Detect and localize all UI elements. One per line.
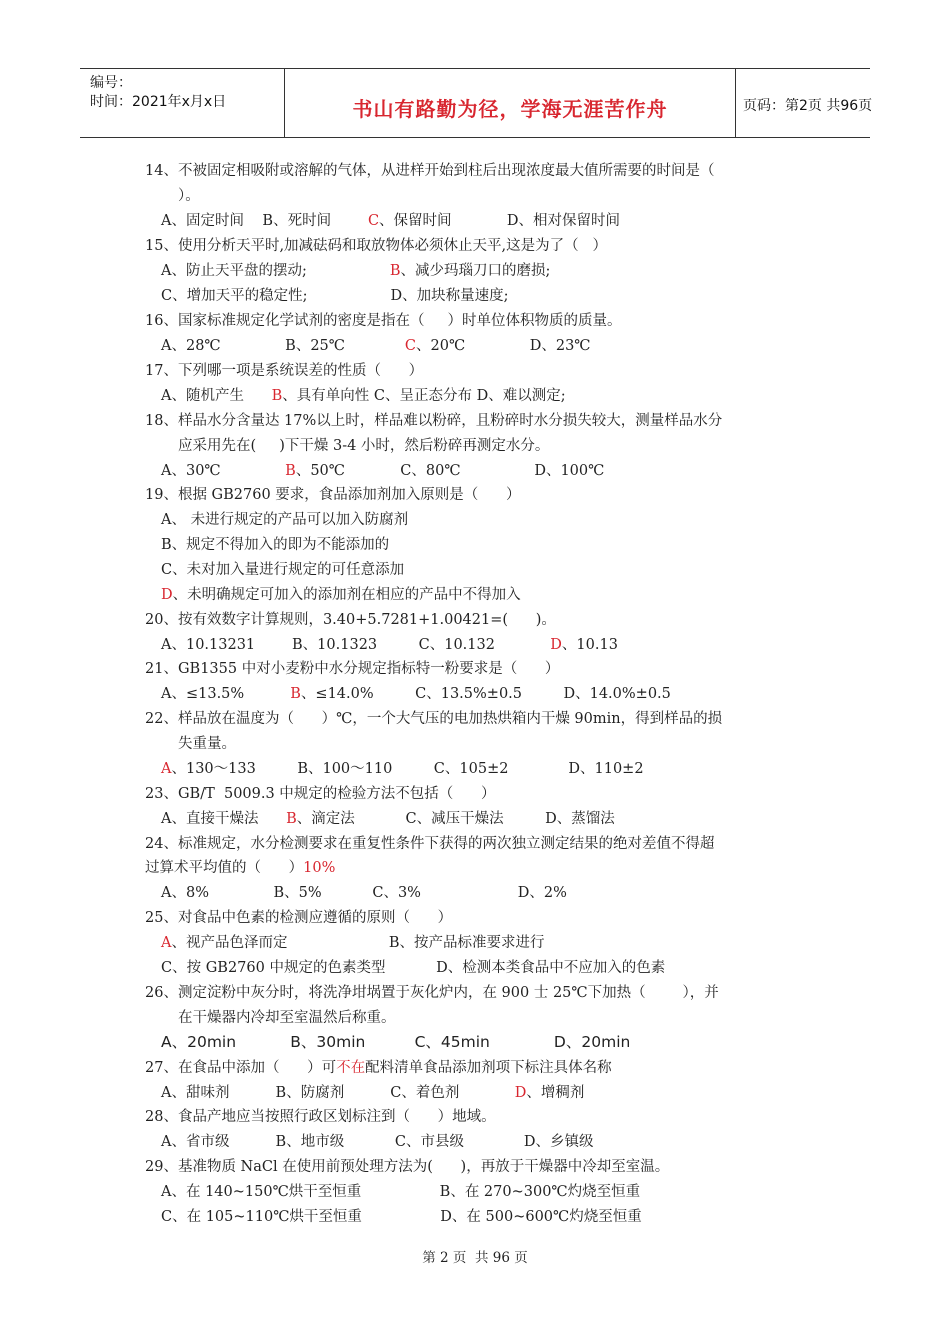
line-text: A、20min B、30min C、45min D、20min bbox=[161, 1033, 631, 1051]
answer-mark: D bbox=[514, 1085, 527, 1101]
option-line bbox=[161, 759, 644, 779]
line-text: A、随机产生 bbox=[161, 388, 272, 404]
answer-mark: D bbox=[550, 637, 562, 653]
answer-mark: B bbox=[389, 263, 401, 279]
line-text: C、按 GB2760 中规定的色素类型 D、检测本类食品中不应加入的色素 bbox=[161, 960, 666, 976]
line-text: 24、标准规定，水分检测要求在重复性条件下获得的两次独立测定结果的绝对差值不得超 bbox=[145, 836, 715, 852]
question-line bbox=[145, 311, 622, 331]
line-text: A、28℃ B、25℃ bbox=[161, 338, 405, 354]
line-text: 过算术平均值的（ ） bbox=[145, 860, 304, 876]
option-line bbox=[161, 585, 521, 605]
line-text: A、30℃ bbox=[161, 463, 286, 479]
option-line bbox=[161, 933, 545, 953]
question-line bbox=[145, 411, 722, 431]
line-text: A、 未进行规定的产品可以加入防腐剂 bbox=[161, 512, 409, 528]
line-text: 失重量。 bbox=[178, 736, 236, 752]
question-line bbox=[145, 236, 607, 256]
line-text: 配料清单食品添加剂项下标注具体名称 bbox=[365, 1060, 612, 1076]
question-line bbox=[145, 709, 722, 729]
question-line bbox=[178, 186, 200, 206]
line-text: A、甜味剂 B、防腐剂 C、着色剂 bbox=[161, 1085, 515, 1101]
line-text: C、增加天平的稳定性; D、加块称量速度; bbox=[161, 288, 509, 304]
option-line bbox=[161, 1207, 642, 1227]
option-line bbox=[161, 535, 389, 555]
page-header bbox=[80, 68, 873, 138]
line-text: A、8% B、5% C、3% D、2% bbox=[161, 885, 567, 901]
line-text: 、20℃ D、23℃ bbox=[416, 338, 591, 354]
line-text: 、减少玛瑙刀口的磨损; bbox=[400, 263, 551, 279]
option-line bbox=[161, 1182, 640, 1202]
line-text: 27、在食品中添加（ ）可 bbox=[145, 1060, 337, 1076]
option-line bbox=[161, 1032, 630, 1052]
document-code-label: 编号： bbox=[90, 75, 132, 91]
line-text: C、在 105~110℃烘干至恒重 D、在 500~600℃灼烧至恒重 bbox=[161, 1209, 642, 1225]
question-line bbox=[145, 784, 495, 804]
header-page-info: 页码：第2页 共96页 bbox=[743, 98, 873, 114]
question-line bbox=[145, 659, 559, 679]
answer-mark: C bbox=[367, 213, 380, 229]
line-text: 21、GB1355 中对小麦粉中水分规定指标特一粉要求是（ ） bbox=[145, 661, 560, 677]
page-footer: 第 2 页 共 96 页 bbox=[422, 1250, 528, 1266]
line-text: 28、食品产地应当按照行政区划标注到（ ）地域。 bbox=[145, 1109, 496, 1125]
line-text: A、直接干燥法 bbox=[161, 811, 287, 827]
question-line bbox=[178, 734, 236, 754]
question-line bbox=[178, 1008, 396, 1028]
line-text: 19、根据 GB2760 要求，食品添加剂加入原则是（ ） bbox=[145, 487, 521, 503]
question-line bbox=[178, 436, 549, 456]
header-motto: 书山有路勤为径，学海无涯苦作舟 bbox=[352, 97, 668, 121]
line-text: A、在 140~150℃烘干至恒重 B、在 270~300℃灼烧至恒重 bbox=[161, 1184, 641, 1200]
answer-mark: B bbox=[286, 811, 297, 827]
header-page-cell bbox=[735, 69, 873, 137]
answer-mark: 10% bbox=[303, 860, 336, 876]
document-time-label: 时间：2021年x月x日 bbox=[90, 94, 227, 110]
question-line bbox=[145, 361, 423, 381]
option-line bbox=[161, 958, 665, 978]
answer-mark: 不在 bbox=[336, 1060, 366, 1076]
line-text: A、固定时间 B、死时间 bbox=[161, 213, 368, 229]
question-line bbox=[145, 834, 714, 854]
answer-mark: B bbox=[271, 388, 283, 404]
line-text: 、10.13 bbox=[561, 637, 618, 653]
option-line bbox=[161, 883, 567, 903]
line-text: 在干燥器内冷却至室温然后称重。 bbox=[178, 1010, 396, 1026]
question-line bbox=[145, 1107, 496, 1127]
answer-mark: C bbox=[404, 338, 417, 354]
line-text: A、≤13.5% bbox=[161, 686, 291, 702]
option-line bbox=[161, 1132, 594, 1152]
option-line bbox=[161, 510, 408, 530]
line-text: 15、使用分析天平时,加减砝码和取放物体必须休止天平,这是为了（ ） bbox=[145, 238, 607, 254]
line-text: A、10.13231 B、10.1323 C、10.132 bbox=[161, 637, 551, 653]
line-text: 、未明确规定可加入的添加剂在相应的产品中不得加入 bbox=[172, 587, 521, 603]
option-line bbox=[161, 261, 550, 281]
header-meta-cell bbox=[80, 69, 284, 137]
line-text: 26、测定淀粉中灰分时，将洗净坩埚置于灰化炉内，在 900 士 25℃下加热（ ），并 bbox=[145, 985, 719, 1001]
line-text: 14、不被固定相吸附或溶解的气体，从进样开始到柱后出现浓度最大值所需要的时间是（ bbox=[145, 163, 715, 179]
option-line bbox=[161, 684, 671, 704]
line-text: ）。 bbox=[178, 188, 200, 204]
line-text: 、视产品色泽而定 B、按产品标准要求进行 bbox=[171, 935, 545, 951]
question-line bbox=[145, 161, 714, 181]
line-text: 、50℃ C、80℃ D、100℃ bbox=[295, 463, 605, 479]
line-text: 29、基准物质 NaCl 在使用前预处理方法为( )，再放于干燥器中冷却至室温。 bbox=[145, 1159, 670, 1175]
line-text: 、≤14.0% C、13.5%±0.5 D、14.0%±0.5 bbox=[300, 686, 671, 702]
line-text: 、130～133 B、100～110 C、105±2 D、110±2 bbox=[171, 761, 644, 777]
question-line bbox=[145, 1058, 612, 1078]
option-line bbox=[161, 336, 591, 356]
line-text: 、滴定法 C、减压干燥法 D、蒸馏法 bbox=[296, 811, 615, 827]
option-line bbox=[161, 286, 508, 306]
question-line bbox=[145, 610, 556, 630]
line-text: A、省市级 B、地市级 C、市县级 D、乡镇级 bbox=[161, 1134, 594, 1150]
line-text: 18、样品水分含量达 17%以上时，样品难以粉碎，且粉碎时水分损失较大，测量样品水分 bbox=[145, 413, 723, 429]
line-text: 25、对食品中色素的检测应遵循的原则（ ） bbox=[145, 910, 453, 926]
line-text: B、规定不得加入的即为不能添加的 bbox=[161, 537, 390, 553]
question-line bbox=[145, 908, 452, 928]
option-line bbox=[161, 809, 615, 829]
line-text: 应采用先在( )下干燥 3-4 小时，然后粉碎再测定水分。 bbox=[178, 438, 550, 454]
question-line bbox=[145, 858, 335, 878]
line-text: 、增稠剂 bbox=[526, 1085, 585, 1101]
answer-mark: A bbox=[161, 935, 172, 951]
answer-mark: D bbox=[161, 587, 173, 603]
answer-mark: B bbox=[290, 686, 301, 702]
answer-mark: B bbox=[285, 463, 296, 479]
line-text: 16、国家标准规定化学试剂的密度是指在（ ）时单位体积物质的质量。 bbox=[145, 313, 622, 329]
line-text: A、防止天平盘的摆动; bbox=[161, 263, 390, 279]
line-text: 、保留时间 D、相对保留时间 bbox=[379, 213, 620, 229]
line-text: 、具有单向性 C、呈正态分布 D、难以测定; bbox=[282, 388, 566, 404]
option-line bbox=[161, 635, 618, 655]
line-text: C、未对加入量进行规定的可任意添加 bbox=[161, 562, 405, 578]
header-motto-cell bbox=[284, 69, 736, 137]
line-text: 23、GB/T 5009.3 中规定的检验方法不包括（ ） bbox=[145, 786, 496, 802]
option-line bbox=[161, 461, 604, 481]
line-text: 22、样品放在温度为（ ）℃，一个大气压的电加热烘箱内干燥 90min，得到样品的损 bbox=[145, 711, 723, 727]
line-text: 17、下列哪一项是系统误差的性质（ ） bbox=[145, 363, 424, 379]
option-line bbox=[161, 386, 566, 406]
option-line bbox=[161, 560, 404, 580]
question-line bbox=[145, 1157, 669, 1177]
option-line bbox=[161, 211, 620, 231]
question-line bbox=[145, 485, 520, 505]
answer-mark: A bbox=[161, 761, 172, 777]
option-line bbox=[161, 1083, 584, 1103]
line-text: 20、按有效数字计算规则，3.40+5.7281+1.00421=( )。 bbox=[145, 612, 556, 628]
question-line bbox=[145, 983, 719, 1003]
